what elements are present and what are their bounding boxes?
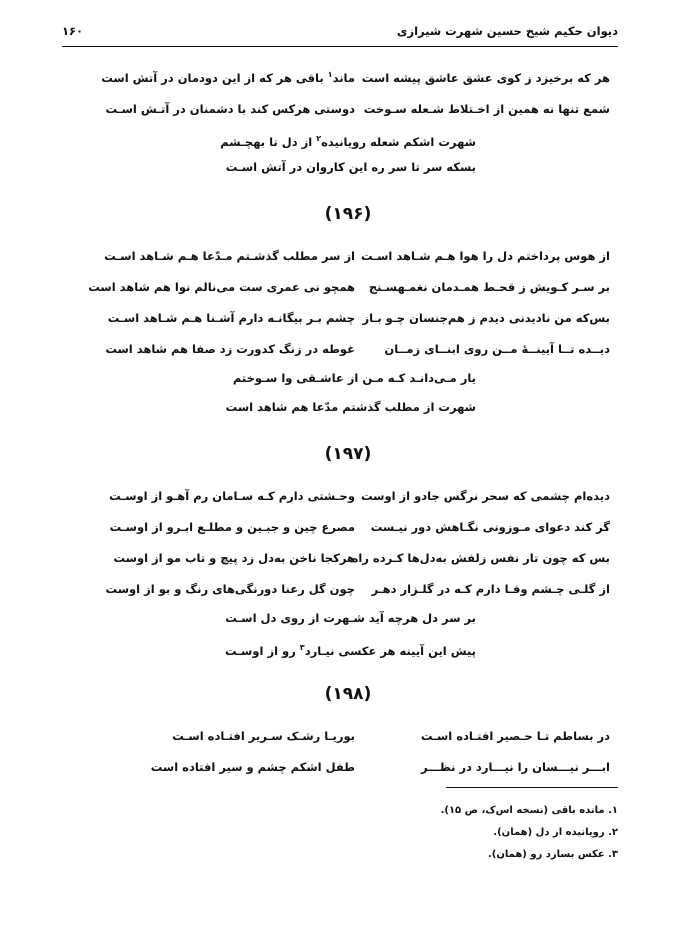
- hemistich-first: ابـــر نیـــسان را نیـــارد در نظـــر: [420, 759, 610, 774]
- couplet: [78, 333, 618, 364]
- hemistich-first: هر که برخیزد ز کوی عشق عاشق پیشه است: [361, 70, 610, 85]
- closing-couplet: [78, 364, 618, 422]
- poem-content: [78, 62, 618, 782]
- footnote-marker: ۳: [299, 643, 305, 652]
- hemistich-first: دیــده تــا آیینــهٔ مــن روی ابنــای زمــان: [384, 341, 610, 356]
- couplet: [78, 302, 618, 333]
- hemistich-first: دیده‌ام چشمی که سحر نرگس جادو از اوست: [360, 488, 610, 503]
- footnote-marker: ۱: [327, 70, 333, 80]
- closing-verse: شهرت اشکم شعله رویانیده$^۲$ از دل تا بهچـشم: [220, 134, 476, 149]
- hemistich-second: طفل اشکم چشم و سیر افتاده است: [150, 759, 355, 774]
- hemistich-first: بس که چون تار نفس زلفش به‌دل‌ها کـرده راه: [351, 550, 610, 565]
- footnote: ۱. مانده باقی (نسخه اس‌ک، ص ۱۵).: [440, 805, 618, 816]
- closing-couplet: [78, 124, 618, 182]
- hemistich-first: شمع تنها نه همین از اخـتلاط شـعله سـوخت: [363, 101, 610, 116]
- hemistich-second: همچو نی عمری ست می‌نالم نوا هم شاهد است: [88, 279, 355, 294]
- closing-verse: پیش این آیینه هر عکسی نیـارد$^۳$ رو از اوسـت: [224, 643, 476, 658]
- hemistich-second: چون گل رعنا دورنگی‌های رنگ و بو از اوست: [105, 581, 355, 596]
- couplet: [78, 542, 618, 573]
- running-header: [62, 22, 618, 46]
- couplet: [78, 511, 618, 542]
- hemistich-first: بس‌که من نادیدنی دیدم ز هم‌جنسان چـو بـاز: [362, 310, 610, 325]
- couplet: [78, 93, 618, 124]
- hemistich-first: بر سـر کـویش ز قحـط همـدمان نغمـهسـنج: [368, 279, 610, 294]
- poem-number: (۱۹۶): [324, 204, 372, 224]
- hemistich-first: گر کند دعوای مـوزونی نگـاهش دور نیـست: [370, 519, 610, 534]
- couplet: [78, 573, 618, 604]
- closing-verse: بر سر دل هرچه آید شـهرت از روی دل اسـت: [225, 611, 476, 625]
- footnotes: [318, 800, 618, 866]
- couplet: [78, 751, 618, 782]
- hemistich-second: چشم بـر بیگانـه دارم آشـنا هـم شـاهد اسـت: [107, 310, 355, 325]
- couplet: [78, 720, 618, 751]
- hemistich-second: هرکجا ناخن به‌دل زد پیچ و تاب مو از اوست: [113, 550, 355, 565]
- footnote: ۲. رویانیده از دل (همان).: [493, 827, 618, 838]
- couplet: [78, 240, 618, 271]
- hemistich-second: دوستی هرکس کند با دشمنان در آتـش اسـت: [105, 101, 355, 116]
- hemistich-second: بوریـا رشـک سـریر افتـاده اسـت: [172, 728, 355, 743]
- couplet: [78, 480, 618, 511]
- page-number: ۱۶۰: [62, 24, 84, 38]
- hemistich-second: غوطه در زنگ کدورت زد صفا هم شاهد است: [105, 341, 355, 356]
- hemistich-second: وحـشتی دارم کـه سـامان رم آهـو از اوسـت: [109, 488, 355, 503]
- hemistich-first: از هوس پرداختم دل را هوا هـم شـاهد اسـت: [361, 248, 610, 263]
- footnote-divider: [446, 787, 618, 788]
- closing-verse: شهرت از مطلب گذشتم مدّعا هم شاهد است: [225, 400, 476, 414]
- hemistich-second: مصرع چین و جبـین و مطلـع ابـرو از اوسـت: [109, 519, 355, 534]
- poem-number: (۱۹۷): [324, 444, 372, 464]
- closing-verse: یار مـی‌دانـد کـه مـن از عاشـقی وا سـوختم: [232, 371, 476, 385]
- couplet: [78, 62, 618, 93]
- footnote: ۳. عکس بسازد رو (همان).: [487, 849, 618, 860]
- header-divider: [62, 46, 618, 47]
- couplet: [78, 271, 618, 302]
- book-title: دیوان حکیم شیخ حسین شهرت شیرازی: [396, 24, 618, 38]
- poem-number: (۱۹۸): [324, 684, 372, 704]
- hemistich-first: از گلـی چـشم وفـا دارم کـه در گلـزار دهـر: [371, 581, 610, 596]
- footnote-marker: ۲: [316, 134, 322, 143]
- hemistich-first: در بساطم تـا حـصیر افتـاده اسـت: [420, 728, 610, 743]
- hemistich-second: ماند$^۱$ باقی هر که از این دودمان در آتش است: [101, 70, 355, 85]
- hemistich-second: از سر مطلب گذشـتم مـدّعا هـم شـاهد اسـت: [104, 248, 355, 263]
- closing-couplet: [78, 604, 618, 662]
- closing-verse: بسکه سر تا سر ره این کاروان در آتش اسـت: [225, 160, 476, 174]
